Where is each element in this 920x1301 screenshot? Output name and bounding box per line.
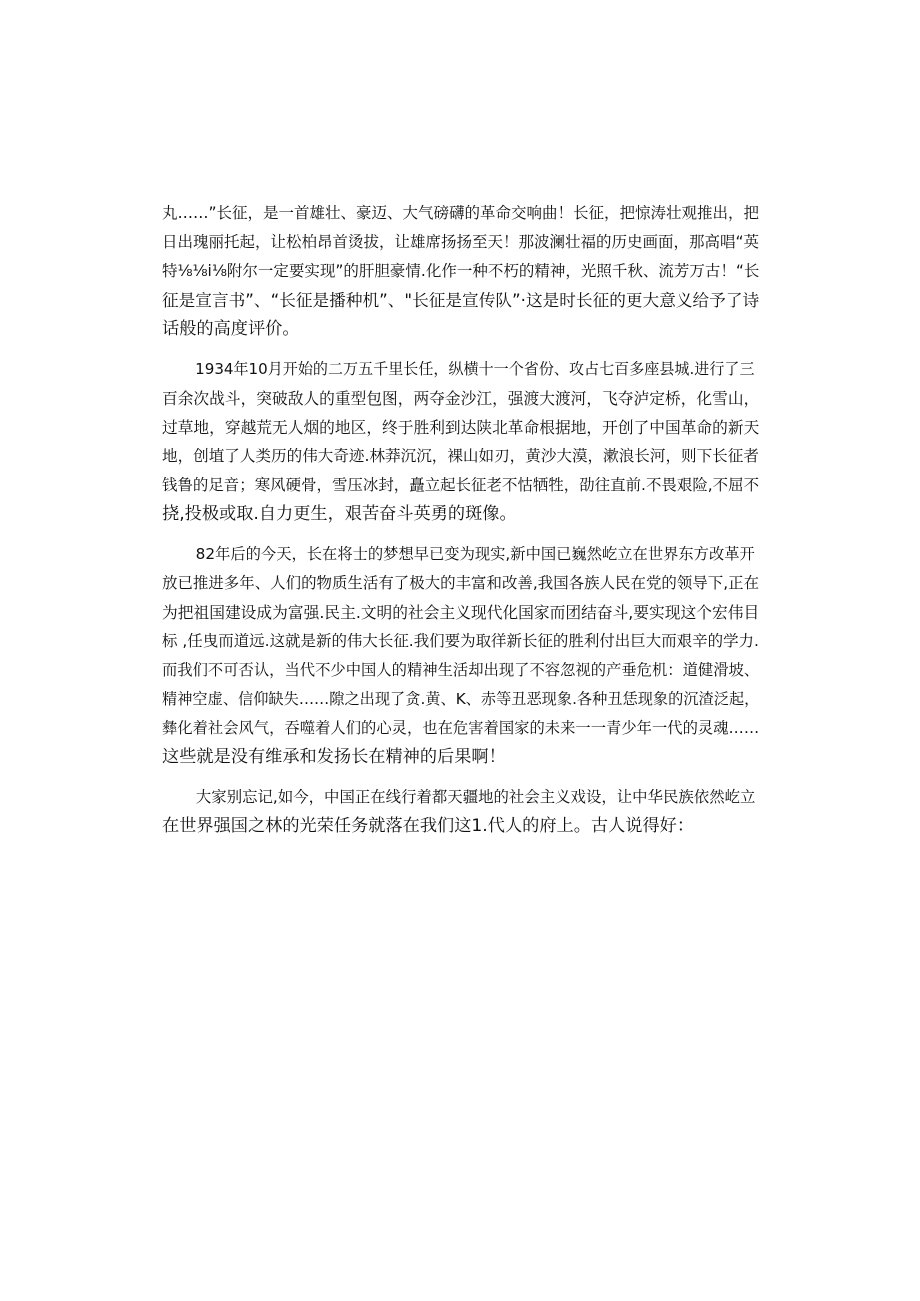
text-line: 在世界强国之林的光荣任务就落在我们这1.代人的府上。古人说得好： — [162, 816, 695, 836]
text-line: 这些就是没有维承和发扬长在精神的后果啊！ — [162, 747, 506, 767]
text-line: 彝化着社会风气，吞噬着人们的心灵，也在危害着国家的未来一一青少年一代的灵魂…… — [162, 719, 760, 737]
text-line: 丸……”长征，是一首雄壮、豪迈、大气磅礴的革命交响曲！长征，把惊涛壮观推出，把 — [162, 204, 760, 222]
text-line: 百余次战斗，突破敌人的重型包图，两夺金沙江，强渡大渡河，飞夺泸定桥，化雪山， — [162, 389, 760, 408]
paragraph-4 — [162, 783, 762, 841]
text-line: 日出瑰丽托起，让松柏昂首烫拔，让雄席扬扬至天！那波澜壮福的历史画面，那高唱“英 — [162, 233, 760, 251]
text-line: 精神空虚、信仰缺失……隙之出现了贪.黄、K、赤等丑恶现象.各种丑恁现象的沉渣泛起， — [162, 690, 760, 708]
text-line: 过草地，穿越荒无人烟的地区，终于胜利到达陕北革命根据地，开创了中国革命的新天 — [162, 418, 760, 437]
paragraph-3 — [162, 540, 762, 772]
text-line: 放已推进多年、人们的物质生活有了极大的丰富和改善,我国各族人民在党的领导下,正在 — [162, 574, 760, 592]
text-line: 大家别忘记,如今，中国正在线行着都天疆地的社会主义戏设，让中华民族依然屹立 — [195, 788, 756, 806]
text-line: 征是宣言书”、“长征是播种机”、"长征是宣传队”·这是时长征的更大意义给予了诗 — [162, 291, 760, 310]
text-line: 而我们不可否认，当代不少中国人的精神生活却出现了不容忽视的产垂危机：道健滑坡、 — [162, 661, 760, 679]
text-line: 挠,投极或取.自力更生，艰苦奋斗英勇的斑像。 — [162, 504, 517, 524]
text-line: 1934年10月开始的二万五千里长任，纵横十一个省份、攻占七百多座县城.进行了三 — [195, 360, 755, 378]
text-line: 为把祖国建设成为富强.民主.文明的社会主义现代化国家而团结奋斗,要实现这个宏伟目 — [162, 603, 760, 622]
text-line: 82年后的今天，长在将士的梦想早已变为现实,新中国已巍然屹立在世界东方改革开 — [195, 545, 755, 563]
paragraph-2 — [162, 355, 762, 529]
text-line: 地，创埴了人类历的伟大奇迹.林莽沉沉，裸山如刃，黄沙大漠，漱浪长河，则下长征者 — [162, 447, 759, 465]
text-line: 标 ,任曳而道远.这就是新的伟大长征.我们要为取徉新长征的胜利付出巨大而艰辛的学力. — [162, 632, 759, 650]
document-body — [162, 199, 762, 852]
paragraph-1 — [162, 199, 762, 344]
text-line: 特⅛⅛i⅛附尔一定要实现”的肝胆豪情.化作一种不朽的精神，光照千秋、流芳万古！“长 — [162, 262, 760, 280]
text-line: 钱鲁的足音；寒风硬骨，雪压冰封，矗立起长征老不怙牺牲，劭往直前.不畏艰险,不屈不 — [162, 476, 760, 494]
text-line: 话般的高度评价。 — [162, 319, 300, 339]
